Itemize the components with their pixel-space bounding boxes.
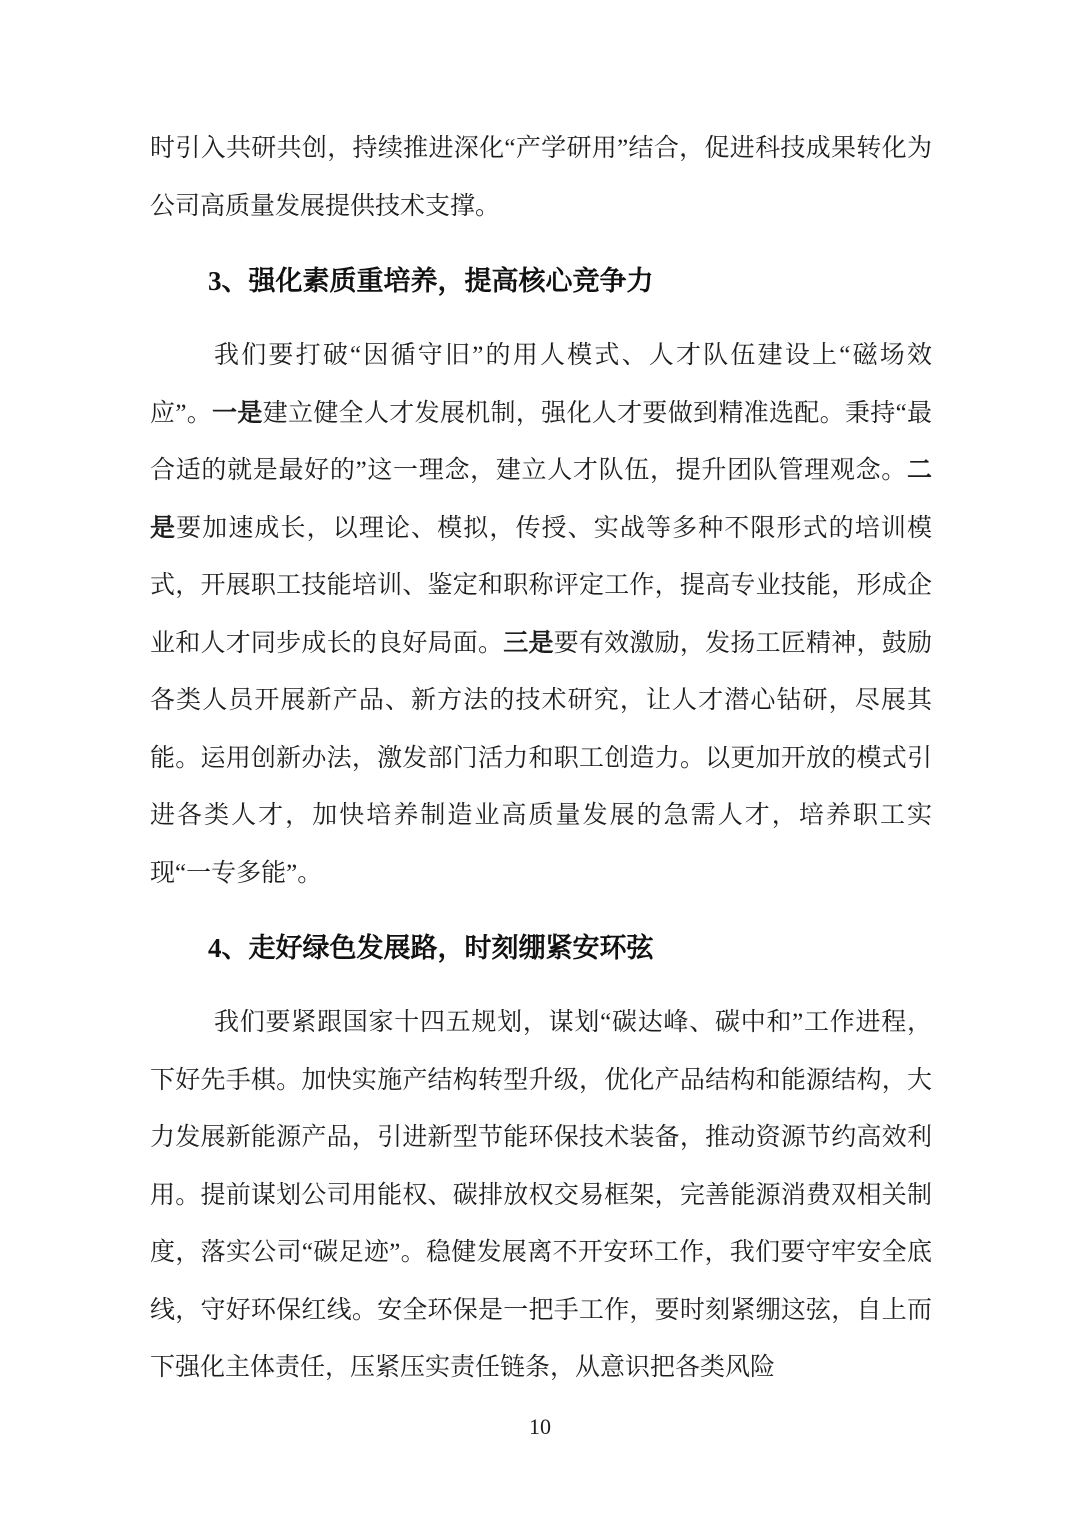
section-heading — [150, 919, 932, 977]
text-run: 建立健全人才发展机制，强化人才要做到精准选配。秉持“最合适的就是最好的”这一理念，建立人才队伍，提升团队管理观念。 — [150, 399, 932, 484]
text-run: 我们要打破“因循守旧”的用人模式、人才队伍建设上“磁场效应”。 — [150, 342, 932, 427]
text-run: 4、走好绿色发展路，时刻绷紧安环弦 — [208, 933, 654, 963]
text-run: 要有效激励，发扬工匠精神，鼓励各类人员开展新产品、新方法的技术研究，让人才潜心钻研，尽展其能。运用创新办法，激发部门活力和职工创造力。以更加开放的模式引进各类人才，加快培养制造业高质量发展的急需人才，培养职工实现“一专多能”。 — [150, 629, 932, 887]
text-run: 二是 — [150, 457, 932, 542]
text-run: 要加速成长，以理论、模拟，传授、实战等多种不限形式的培训模式，开展职工技能培训、鉴定和职称评定工作，提高专业技能，形成企业和人才同步成长的良好局面。 — [150, 514, 932, 657]
document-body — [150, 120, 932, 1397]
text-run: 3、强化素质重培养，提高核心竞争力 — [208, 266, 654, 296]
section-heading — [150, 252, 932, 310]
body-paragraph — [150, 120, 932, 235]
body-paragraph — [150, 327, 932, 902]
text-run: 时引入共研共创，持续推进深化“产学研用”结合，促进科技成果转化为公司高质量发展提供技术支撑。 — [150, 135, 932, 220]
text-run: 我们要紧跟国家十四五规划，谋划“碳达峰、碳中和”工作进程，下好先手棋。加快实施产结构转型升级，优化产品结构和能源结构，大力发展新能源产品，引进新型节能环保技术装备，推动资源节约高效利用。提前谋划公司用能权、碳排放权交易框架，完善能源消费双相关制度，落实公司“碳足迹”。稳健发展离不开安环工作，我们要守牢安全底线，守好环保红线。安全环保是一把手工作，要时刻紧绷这弦，自上而下强化主体责任，压紧压实责任链条，从意识把各类风险 — [150, 1009, 932, 1381]
body-paragraph — [150, 994, 932, 1397]
text-run: 一是 — [212, 399, 263, 427]
text-run: 三是 — [503, 629, 554, 657]
page-number: 10 — [529, 1414, 551, 1439]
